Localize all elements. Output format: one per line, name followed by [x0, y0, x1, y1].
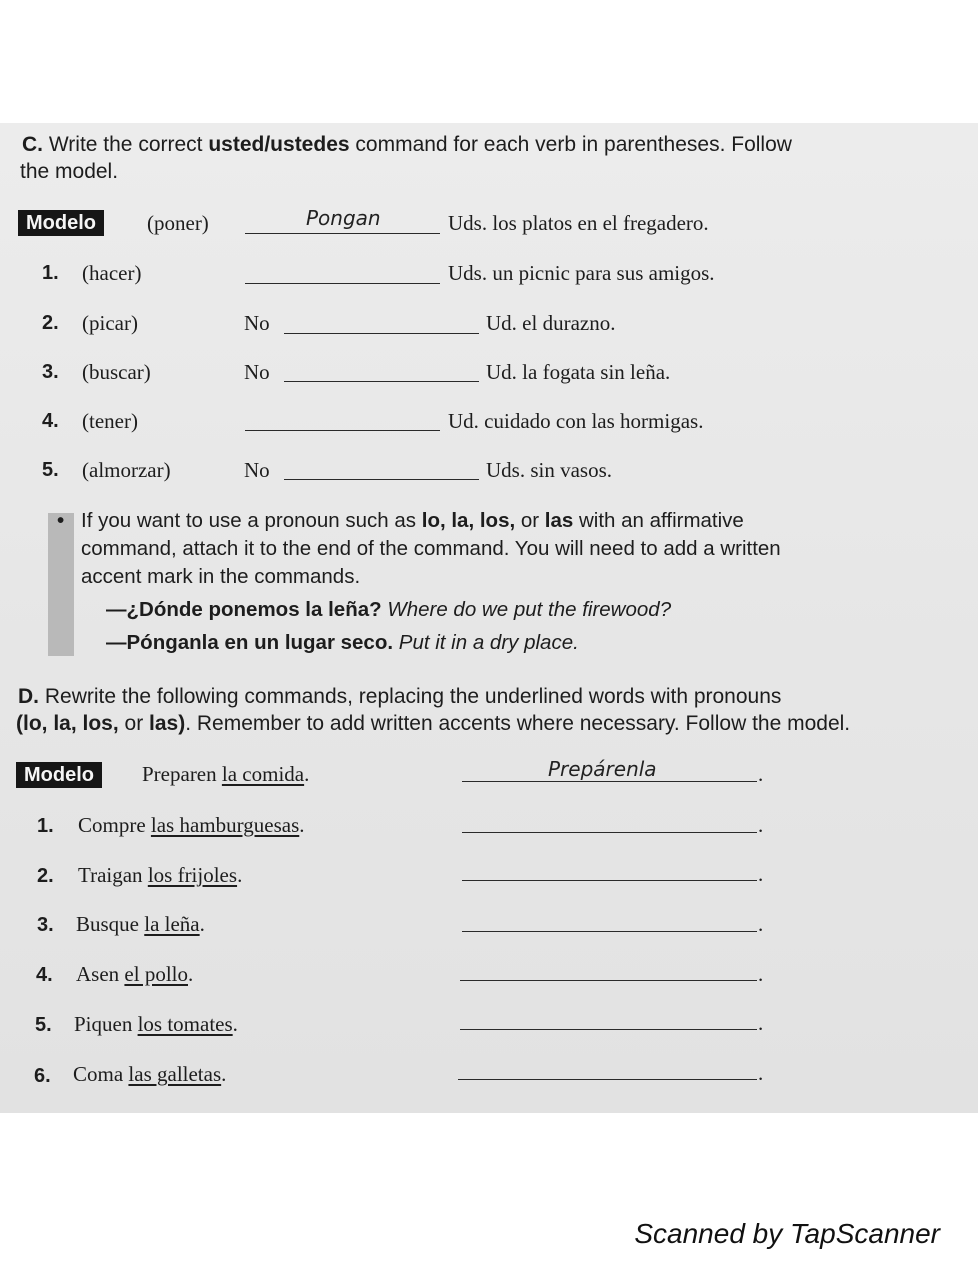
d-item-number: 2. — [37, 865, 54, 887]
c-item-answer-blank[interactable] — [284, 479, 479, 480]
scanner-watermark: Scanned by TapScanner — [634, 1218, 940, 1249]
c-item-rest: Ud. la fogata sin leña. — [486, 360, 671, 384]
d-item-number: 4. — [36, 964, 53, 986]
section-d-instructions-line2: (lo, la, los, or las). Remember to add written accents where necessary. Follow the model. — [16, 712, 851, 735]
c-item-answer-blank[interactable] — [284, 333, 479, 334]
d-item-object: la leña — [144, 912, 200, 936]
d-item-object: los tomates — [137, 1012, 233, 1036]
modelo-d-object: la comida — [221, 762, 305, 786]
d-item-sentence: Asen el pollo. — [76, 962, 194, 986]
d-item-object: las hamburguesas — [150, 813, 300, 837]
d-item-object: los frijoles — [147, 863, 238, 887]
modelo-c-label: Modelo — [18, 210, 104, 236]
c-item-rest: Uds. sin vasos. — [486, 458, 613, 482]
c-item-number: 4. — [42, 410, 59, 432]
note-line-3: accent mark in the commands. — [81, 565, 361, 588]
c-item-verb: (almorzar) — [82, 458, 171, 482]
modelo-d-label: Modelo — [16, 762, 102, 788]
d-item-sentence: Piquen los tomates. — [74, 1012, 238, 1036]
note-example-answer: —Pónganla en un lugar seco. Put it in a dry place. — [106, 631, 579, 654]
section-d-instructions: D. Rewrite the following commands, replacing the underlined words with pronouns — [18, 685, 782, 708]
c-item-number: 1. — [42, 262, 59, 284]
d-item-sentence: Coma las galletas. — [73, 1062, 227, 1086]
c-item-rest: Uds. un picnic para sus amigos. — [448, 261, 715, 285]
c-item-verb: (hacer) — [82, 261, 142, 285]
d-item-object: las galletas — [128, 1062, 222, 1086]
section-c-instructions: C. Write the correct usted/ustedes command for each verb in parentheses. Follow — [22, 133, 792, 156]
note-example-question: —¿Dónde ponemos la leña? Where do we put the firewood? — [106, 598, 672, 621]
d-item-answer-blank[interactable] — [462, 931, 757, 932]
c-item-answer-blank[interactable] — [245, 283, 440, 284]
note-line-2: command, attach it to the end of the command. You will need to add a written — [81, 537, 781, 560]
c-item-answer-blank[interactable] — [284, 381, 479, 382]
d-item-number: 3. — [37, 914, 54, 936]
modelo-c-verb: (poner) — [147, 211, 209, 235]
d-item-answer-blank[interactable] — [462, 880, 757, 881]
d-item-sentence: Traigan los frijoles. — [78, 863, 243, 887]
c-item-no: No — [244, 360, 270, 384]
modelo-c-answer: Pongan — [306, 206, 381, 230]
modelo-d-answer: Prepárenla — [548, 757, 657, 781]
modelo-d-sentence: Preparen la comida. — [142, 762, 310, 786]
section-c-letter: C. — [22, 133, 43, 156]
d-item-number: 5. — [35, 1014, 52, 1036]
modelo-d-blank — [462, 781, 757, 782]
modelo-c-blank — [245, 233, 440, 234]
section-c-instructions-line2: the model. — [20, 160, 119, 183]
c-item-verb: (buscar) — [82, 360, 151, 384]
c-item-no: No — [244, 458, 270, 482]
d-item-number: 1. — [37, 815, 54, 837]
c-item-rest: Ud. el durazno. — [486, 311, 616, 335]
d-item-answer-blank[interactable] — [458, 1079, 757, 1080]
section-d-letter: D. — [18, 685, 39, 708]
c-item-verb: (picar) — [82, 311, 138, 335]
note-bullet: • — [57, 509, 65, 532]
note-line-1: If you want to use a pronoun such as lo, la, los, or las with an affirmative — [81, 509, 744, 532]
modelo-c-rest: Uds. los platos en el fregadero. — [448, 211, 709, 235]
d-item-object: el pollo — [124, 962, 188, 986]
c-item-number: 2. — [42, 312, 59, 334]
d-item-number: 6. — [34, 1065, 51, 1087]
c-item-answer-blank[interactable] — [245, 430, 440, 431]
c-item-no: No — [244, 311, 270, 335]
d-item-answer-blank[interactable] — [460, 1029, 757, 1030]
c-item-rest: Ud. cuidado con las hormigas. — [448, 409, 704, 433]
d-item-answer-blank[interactable] — [460, 980, 757, 981]
d-item-sentence: Busque la leña. — [76, 912, 205, 936]
c-item-verb: (tener) — [82, 409, 138, 433]
d-item-answer-blank[interactable] — [462, 832, 757, 833]
d-item-sentence: Compre las hamburguesas. — [78, 813, 305, 837]
c-item-number: 3. — [42, 361, 59, 383]
c-item-number: 5. — [42, 459, 59, 481]
